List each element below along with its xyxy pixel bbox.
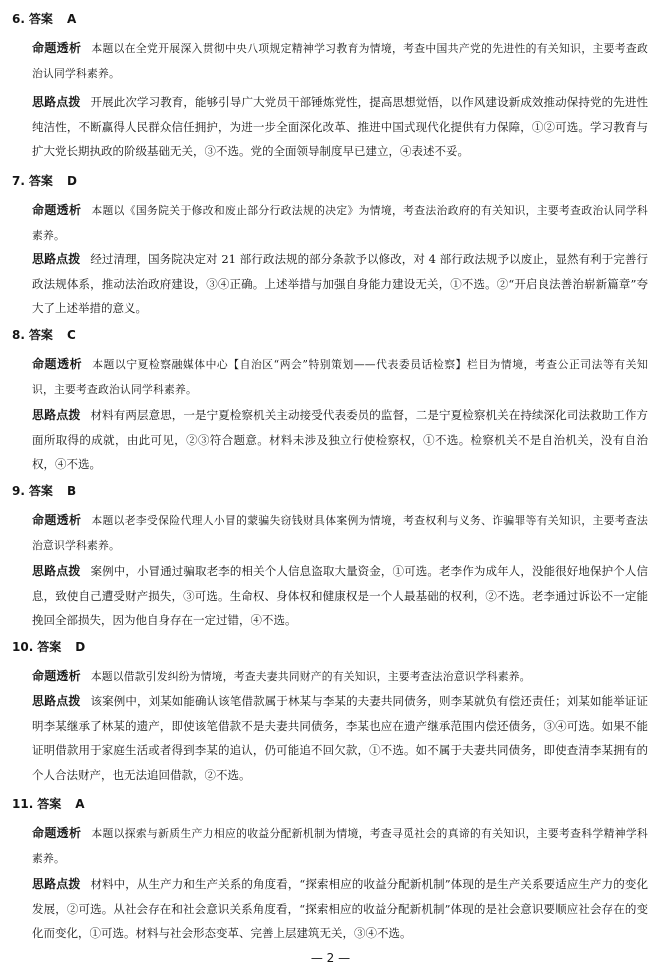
question-number: 6. (12, 12, 25, 26)
approach-text: 开展此次学习教育，能够引导广大党员干部锤炼党性，提高思想觉悟，以作风建设新成效推动保持党的先进性纯洁性，不断赢得人民群众信任拥护，为进一步全面深化改革、推进中国式现代化提供有力保障，①②可选。学习教育与扩大党长期执政的阶级基础无关，③不选。党的全面领导制度早已建立，④表述不妥。 (32, 95, 648, 158)
analysis-text: 本题以在全党开展深入贯彻中央八项规定精神学习教育为情境，考查中国共产党的先进性的有关知识，主要考查政治认同学科素养。 (32, 42, 648, 80)
approach-label: 思路点拨 (32, 564, 81, 578)
answer-line (12, 484, 76, 498)
analysis-label: 命题透析 (32, 826, 82, 840)
answer-label: 答案 (28, 12, 53, 26)
approach-text: 该案例中，刘某如能确认该笔借款属于林某与李某的夫妻共同债务，则李某就负有偿还责任；刘某如能举证证明李某继承了林某的遗产，即使该笔借款不是夫妻共同债务，李某也应在遗产继承范围内偿还债务，③④可选。如果不能证明借款用于家庭生活或者得到李某的追认，仍可能追不回欠款，①不选。如不属于夫妻共同债务，即使查清李某拥有的个人合法财产，也无法追回借款，②不选。 (32, 694, 648, 782)
approach-section (32, 559, 648, 633)
answer-value: B (66, 484, 77, 498)
answer-line (12, 12, 76, 26)
analysis-label: 命题透析 (32, 357, 83, 371)
approach-section (32, 403, 648, 477)
question-number: 11. (12, 797, 34, 811)
approach-section (32, 247, 648, 321)
answer-label: 答案 (28, 174, 53, 188)
analysis-text: 本题以《国务院关于修改和废止部分行政法规的决定》为情境，考查法治政府的有关知识，主要考查政治认同学科素养。 (32, 204, 648, 242)
analysis-section (32, 664, 648, 690)
approach-section (32, 90, 648, 164)
approach-text: 材料中，从生产力和生产关系的角度看，“探索相应的收益分配新机制”体现的是生产关系要适应生产力的变化发展，②可选。从社会存在和社会意识关系角度看，“探索相应的收益分配新机制”体现的是社会意识要顺应社会存在的变化而变化，①可选。材料与社会形态变革、完善上层建筑无关，③④不选。 (32, 877, 648, 940)
analysis-section (32, 36, 648, 86)
approach-text: 案例中，小冒通过骗取老李的相关个人信息盗取大量资金，①可选。老李作为成年人，没能很好地保护个人信息，致使自己遭受财产损失，③可选。生命权、身体权和健康权是一个人最基础的权利，②不选。老李通过诉讼不一定能挽回全部损失，因为他自身存在一定过错，④不选。 (32, 564, 648, 627)
answer-label: 答案 (28, 328, 53, 342)
analysis-section (32, 821, 648, 871)
answer-value: C (66, 328, 76, 342)
analysis-text: 本题以探索与新质生产力相应的收益分配新机制为情境，考查寻觅社会的真谛的有关知识，主要考查科学精神学科素养。 (32, 827, 648, 865)
approach-section (32, 689, 648, 787)
approach-label: 思路点拨 (32, 694, 81, 708)
analysis-label: 命题透析 (32, 41, 82, 55)
analysis-label: 命题透析 (32, 203, 82, 217)
analysis-text: 本题以老李受保险代理人小冒的蒙骗失窃钱财具体案例为情境，考查权利与义务、诈骗罪等有关知识，主要考查法治意识学科素养。 (32, 514, 648, 552)
page-number: — 2 — (310, 951, 351, 965)
analysis-section (32, 352, 648, 402)
answer-line (12, 174, 77, 188)
analysis-text: 本题以宁夏检察融媒体中心【自治区“两会”特别策划——代表委员话检察】栏目为情境，考查公正司法等有关知识，主要考查政治认同学科素养。 (32, 358, 648, 396)
answer-line (12, 328, 76, 342)
question-number: 9. (12, 484, 25, 498)
answer-value: A (75, 797, 85, 811)
approach-section (32, 872, 648, 946)
answer-label: 答案 (37, 640, 62, 654)
analysis-label: 命题透析 (32, 669, 81, 683)
answer-line (12, 640, 85, 654)
approach-label: 思路点拨 (32, 95, 81, 109)
answer-line (12, 797, 85, 811)
approach-label: 思路点拨 (32, 252, 81, 266)
approach-label: 思路点拨 (32, 877, 81, 891)
question-number: 10. (12, 640, 34, 654)
answer-label: 答案 (28, 484, 53, 498)
answer-label: 答案 (37, 797, 62, 811)
analysis-section (32, 198, 648, 248)
approach-text: 材料有两层意思，一是宁夏检察机关主动接受代表委员的监督，二是宁夏检察机关在持续深化司法救助工作方面所取得的成就，由此可见，②③符合题意。材料未涉及独立行使检察权，①不选。检察机关不是自治机关，没有自治权，④不选。 (32, 408, 648, 471)
question-number: 8. (12, 328, 25, 342)
approach-text: 经过清理，国务院决定对 21 部行政法规的部分条款予以修改，对 4 部行政法规予以废止，显然有利于完善行政法规体系，推动法治政府建设，③④正确。上述举措与加强自身能力建设无关，①不选。②“开启良法善治崭新篇章”夸大了上述举措的意义。 (32, 252, 648, 315)
analysis-text: 本题以借款引发纠纷为情境，考查夫妻共同财产的有关知识，主要考查法治意识学科素养。 (90, 670, 531, 683)
question-number: 7. (12, 174, 25, 188)
approach-label: 思路点拨 (32, 408, 81, 422)
answer-value: A (66, 12, 77, 26)
answer-value: D (75, 640, 86, 654)
answer-value: D (66, 174, 77, 188)
analysis-label: 命题透析 (32, 513, 82, 527)
analysis-section (32, 508, 648, 558)
